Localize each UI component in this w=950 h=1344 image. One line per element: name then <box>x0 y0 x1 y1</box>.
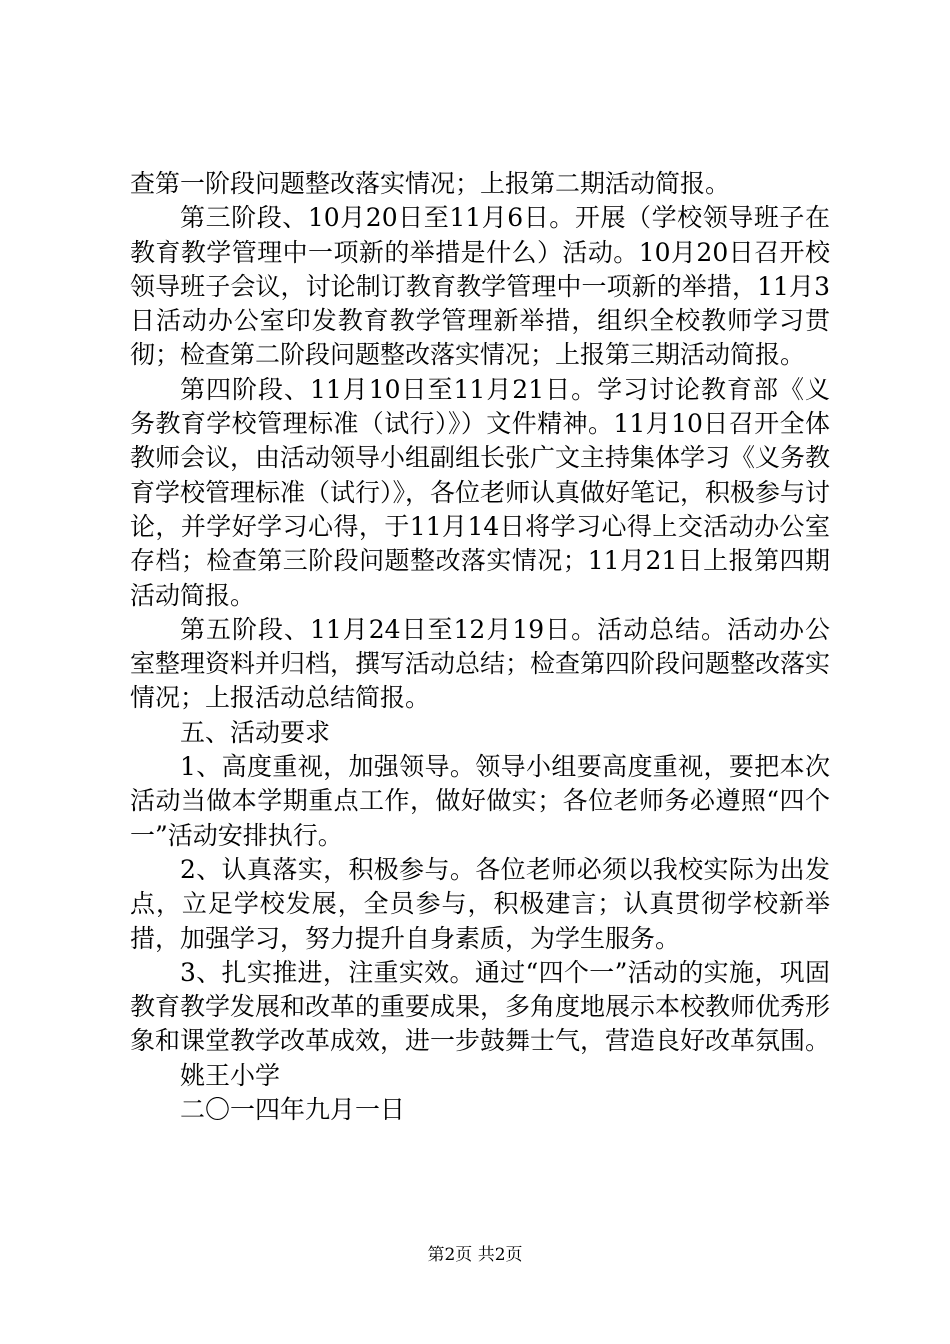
paragraph-stage-four: 第四阶段、11月10日至11月21日。学习讨论教育部《义务教育学校管理标准（试行）》）文件精神。11月10日召开全体教师会议，由活动领导小组副组长张广文主持集体学习《义务教育学校管理标准（试行）》，各位老师认真做好笔记，积极参与讨论，并学好学习心得，于11月14日将学习心得上交活动办公室存档；检查第三阶段问题整改落实情况；11月21日上报第四期活动简报。 <box>130 374 831 610</box>
section-heading-requirements: 五、活动要求 <box>180 717 331 747</box>
page-footer: 第2页 共2页 <box>427 1245 523 1265</box>
signature-date: 二〇一四年九月一日 <box>180 1095 406 1125</box>
paragraph-requirement-1: 1、高度重视，加强领导。领导小组要高度重视，要把本次活动当做本学期重点工作，做好做实；各位老师务必遵照“四个一”活动安排执行。 <box>130 752 830 850</box>
paragraph-requirement-2: 2、认真落实，积极参与。各位老师必须以我校实际为出发点，立足学校发展，全员参与，积极建言；认真贯彻学校新举措，加强学习，努力提升自身素质，为学生服务。 <box>130 854 830 953</box>
paragraph-continuation: 查第一阶段问题整改落实情况；上报第二期活动简报。 <box>130 169 731 198</box>
signature-school-name: 姚王小学 <box>180 1060 281 1090</box>
paragraph-stage-five: 第五阶段、11月24日至12月19日。活动总结。活动办公室整理资料并归档，撰写活动总结；检查第四阶段问题整改落实情况；上报活动总结简报。 <box>130 614 831 713</box>
paragraph-requirement-3: 3、扎实推进，注重实效。通过“四个一”活动的实施，巩固教育教学发展和改革的重要成果，多角度地展示本校教师优秀形象和课堂教学改革成效，进一步鼓舞士气，营造良好改革氛围。 <box>130 957 831 1056</box>
document-body <box>130 167 830 1127</box>
paragraph-stage-three: 第三阶段、10月20日至11月6日。开展（学校领导班子在教育教学管理中一项新的举措是什么）活动。10月20日召开校领导班子会议，讨论制订教育教学管理中一项新的举措，11月3日活动办公室印发教育教学管理新举措，组织全校教师学习贯彻；检查第二阶段问题整改落实情况；上报第三期活动简报。 <box>130 203 830 370</box>
